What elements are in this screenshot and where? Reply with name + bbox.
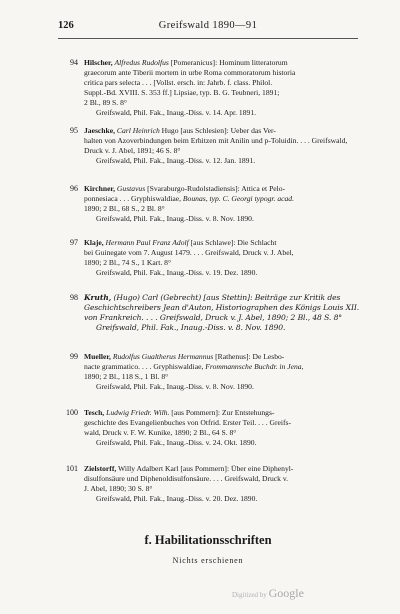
entry-body bbox=[84, 352, 368, 392]
entry-line: Geschichtschreibers Jean d'Auton, Historiographen des Königs Louis XII. bbox=[84, 303, 360, 312]
author-given: Alfredus Rudolfus bbox=[114, 58, 169, 67]
entry-line: 2 Bl., 89 S. 8° bbox=[84, 98, 127, 107]
entry-note: Greifswald, Phil. Fak., Inaug.-Diss. v. 19. Dez. 1890. bbox=[96, 268, 258, 277]
entry-line: Suppl.-Bd. XVIII. S. 353 ff.] Lipsiae, typ. B. G. Teubneri, 1891; bbox=[84, 88, 280, 97]
author-surname: Klaje, bbox=[84, 238, 104, 247]
author-surname: Jaeschke, bbox=[84, 126, 116, 135]
entry-number: 94 bbox=[70, 58, 78, 67]
entry-note: Greifswald, Phil. Fak., Inaug.-Diss. v. 14. Apr. 1891. bbox=[96, 108, 257, 117]
entry-number: 97 bbox=[70, 238, 78, 247]
entry-number: 101 bbox=[66, 464, 78, 473]
entry-line: J. Abel, 1890; 30 S. 8° bbox=[84, 484, 153, 493]
header-rule bbox=[58, 38, 358, 39]
entry-line: disulfonsäure und Diphenoldisulfonsäure. . . . Greifswald, Druck v. bbox=[84, 474, 289, 483]
author-surname: Mueller, bbox=[84, 352, 111, 361]
entry-title: [Pomeranicus]: Hominum litteratorum bbox=[170, 58, 288, 67]
entry-title: [Rathenus]: De Lesbo- bbox=[215, 352, 285, 361]
entry-number: 99 bbox=[70, 352, 78, 361]
google-logo: Google bbox=[268, 586, 304, 600]
entry-imprint: Bounas, typ. C. Georgi typogr. acad. bbox=[182, 194, 295, 203]
entry-title: [Svaraburgo-Rudolstadiensis]: Attica et Pelo- bbox=[147, 184, 286, 193]
entry-body bbox=[84, 238, 368, 278]
entry-line: ponnesiaca . . . Gryphiswaldiae, bbox=[84, 194, 182, 203]
page-number: 126 bbox=[58, 20, 74, 31]
author-surname: Zielstorff, bbox=[84, 464, 117, 473]
watermark-prefix: Digitized by bbox=[232, 591, 267, 599]
entry-title: Hugo [aus Schlesien]: Ueber das Ver- bbox=[161, 126, 276, 135]
digitization-watermark bbox=[232, 586, 304, 601]
entry-line: graecorum ante Tiberii mortem in urbe Roma commoratorum historia bbox=[84, 68, 296, 77]
entry-note: Greifswald, Phil. Fak., Inaug.-Diss. v. 8. Nov. 1890. bbox=[96, 214, 254, 223]
entry-number: 98 bbox=[70, 293, 78, 302]
entry-body bbox=[84, 408, 368, 448]
entry-title: [aus Schlawe]: Die Schlacht bbox=[190, 238, 277, 247]
page-header bbox=[58, 20, 358, 34]
entry-body bbox=[84, 184, 368, 224]
entry-title: [aus Pommern]: Zur Entstehungs- bbox=[171, 408, 275, 417]
entry-line: 1890; 2 Bl., 74 S., 1 Kart. 8° bbox=[84, 258, 171, 267]
author-given: Hermann Paul Franz Adolf bbox=[105, 238, 189, 247]
author-given: (Hugo) Carl (Gebrecht) bbox=[113, 293, 202, 302]
entry-note: Greifswald, Phil. Fak., Inaug.-Diss. v. 12. Jan. 1891. bbox=[96, 156, 256, 165]
entry-line: 1890; 2 Bl., 118 S., 1 Bl. 8° bbox=[84, 372, 169, 381]
running-head: Greifswald 1890—91 bbox=[158, 20, 258, 31]
entry-imprint: Frommannsche Buchdr. in Jena, bbox=[205, 362, 304, 371]
section-title: f. Habilitationsschriften bbox=[144, 533, 272, 547]
author-given: Rudolfus Gualtherus Hermannus bbox=[112, 352, 214, 361]
entry-note: Greifswald, Phil. Fak., Inaug.-Diss. v. 8. Nov. 1890. bbox=[96, 382, 254, 391]
entry-body bbox=[84, 58, 368, 118]
author-surname: Hilscher, bbox=[84, 58, 113, 67]
entry-title: [aus Stettin]: Beiträge zur Kritik des bbox=[203, 293, 341, 302]
entry-note: Greifswald, Phil. Fak., Inaug.-Diss. v. 8. Nov. 1890. bbox=[96, 323, 286, 332]
entry-body bbox=[84, 293, 368, 333]
entry-line: halten von Azoverbindungen beim Erhitzen mit Anilin und p-Toluidin. . . . Greifswald, Druck v. J. Abel, 1891; 46 S. 8° bbox=[84, 136, 348, 155]
author-surname: Kruth, bbox=[84, 293, 112, 302]
author-given: Ludwig Friedr. Wilh. bbox=[106, 408, 170, 417]
entry-note: Greifswald, Phil. Fak., Inaug.-Diss. v. 24. Okt. 1890. bbox=[96, 438, 257, 447]
entry-title: Willy Adalbert Karl [aus Pommern]: Über eine Diphenyl- bbox=[118, 464, 294, 473]
author-given: Carl Heinrich bbox=[116, 126, 160, 135]
author-surname: Tesch, bbox=[84, 408, 105, 417]
entry-line: geschichte des Evangelienbuches von Otfrid. Erster Teil. . . . Greifs- bbox=[84, 418, 292, 427]
entry-line: wald, Druck v. F. W. Kunike, 1890; 2 Bl., 64 S. 8° bbox=[84, 428, 237, 437]
entry-body bbox=[84, 126, 368, 166]
entry-line: bei Guinegate vom 7. August 1479. . . . Greifswald, Druck v. J. Abel, bbox=[84, 248, 294, 257]
entry-note: Greifswald, Phil. Fak., Inaug.-Diss. v. 20. Dez. 1890. bbox=[96, 494, 258, 503]
entry-line: von Frankreich. . . . Greifswald, Druck v. J. Abel, 1890; 2 Bl., 48 S. 8° bbox=[84, 313, 342, 322]
entry-number: 100 bbox=[66, 408, 78, 417]
entry-number: 95 bbox=[70, 126, 78, 135]
entry-line: critica pars selecta . . . [Vollst. ersch. in: Jahrb. f. class. Philol. bbox=[84, 78, 273, 87]
author-surname: Kirchner, bbox=[84, 184, 116, 193]
entry-number: 96 bbox=[70, 184, 78, 193]
entry-line: nacte grammatico. . . . Gryphiswaldiae, bbox=[84, 362, 204, 371]
entry-body bbox=[84, 464, 368, 504]
section-note: Nichts erschienen bbox=[172, 556, 244, 565]
entry-line: 1890; 2 Bl., 68 S., 2 Bl. 8° bbox=[84, 204, 165, 213]
author-given: Gustavus bbox=[116, 184, 146, 193]
